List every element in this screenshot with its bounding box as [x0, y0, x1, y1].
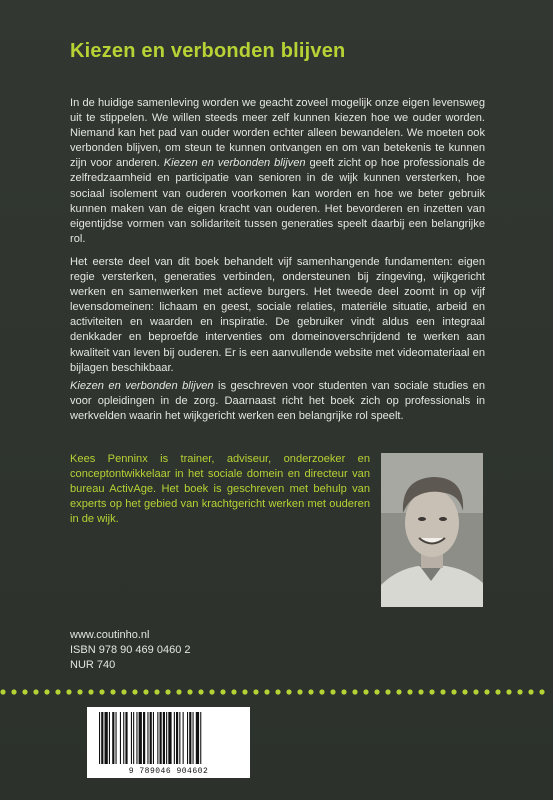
paragraph-3-text: is geschreven voor studenten van sociale studies en voor opleidingen in de zorg. Daarnaast richt het boek zich op professionals in werkvelden waarin het wijkgericht werken een belangrijke rol speelt.: [70, 380, 485, 423]
paragraph-1-text-b: geeft zicht op hoe professionals de zelfredzaamheid en participatie van senioren in de wijk kunnen versterken, hoe sociaal isolement van ouderen voorkomen kan worden en hoe we beter gebruik kunnen maken van de eigen kracht van ouderen. Het bevorderen en inzetten van eigentijdse vormen van solidariteit tussen generaties speelt daarbij een belangrijke rol.: [70, 157, 485, 245]
barcode: [87, 707, 250, 778]
author-bio: Kees Penninx is trainer, adviseur, onderzoeker en conceptontwikkelaar in het sociale domein en directeur van bureau ActivAge. Het boek is geschreven met behulp van experts op het gebied van krachtgericht werken met ouderen in de wijk.: [70, 453, 370, 526]
paragraph-1-text-a: In de huidige samenleving worden we geacht zoveel mogelijk onze eigen levensweg uit te stippelen. We willen steeds meer zelf kunnen kiezen hoe we ouder worden. Niemand kan het pad van ouder worden echter alleen bewandelen. We moeten ook verbonden blijven, om steun te kunnen ontvangen en om van betekenis te kunnen zijn voor anderen.: [70, 97, 485, 170]
isbn: ISBN 978 90 469 0460 2: [70, 644, 191, 656]
dotted-divider: [0, 688, 553, 696]
book-title: Kiezen en verbonden blijven: [70, 40, 346, 62]
description-paragraph-1: [70, 96, 485, 247]
description-paragraph-3: [70, 379, 485, 424]
barcode-bars: [87, 707, 250, 767]
barcode-number: 9 789046 904602: [128, 767, 209, 776]
nur-code: NUR 740: [70, 659, 116, 671]
paragraph-1-italic-title: Kiezen en verbonden blijven: [163, 157, 306, 170]
publication-info: [70, 628, 190, 673]
author-photo: [381, 453, 483, 607]
description-paragraph-2: Het eerste deel van dit boek behandelt vijf samenhangende fundamenten: eigen regie versterken, generaties verbinden, ondersteunen bij zingeving, wijkgericht werken en samenwerken met actieve burgers. Het tweede deel zoomt in op vijf levensdomeinen: lichaam en geest, sociale relaties, materiële situatie, arbeid en activiteiten en waarden en inspiratie. De gebruiker vindt aldus een integraal denkkader en beproefde interventies om domeinoverschrijdend te werken aan kwaliteit van leven bij ouderen. Er is een aanvullende website met videomateriaal en bijlagen beschikbaar.: [70, 256, 485, 374]
publisher-website: www.coutinho.nl: [70, 629, 150, 641]
paragraph-3-italic-title: Kiezen en verbonden blijven: [70, 380, 214, 392]
